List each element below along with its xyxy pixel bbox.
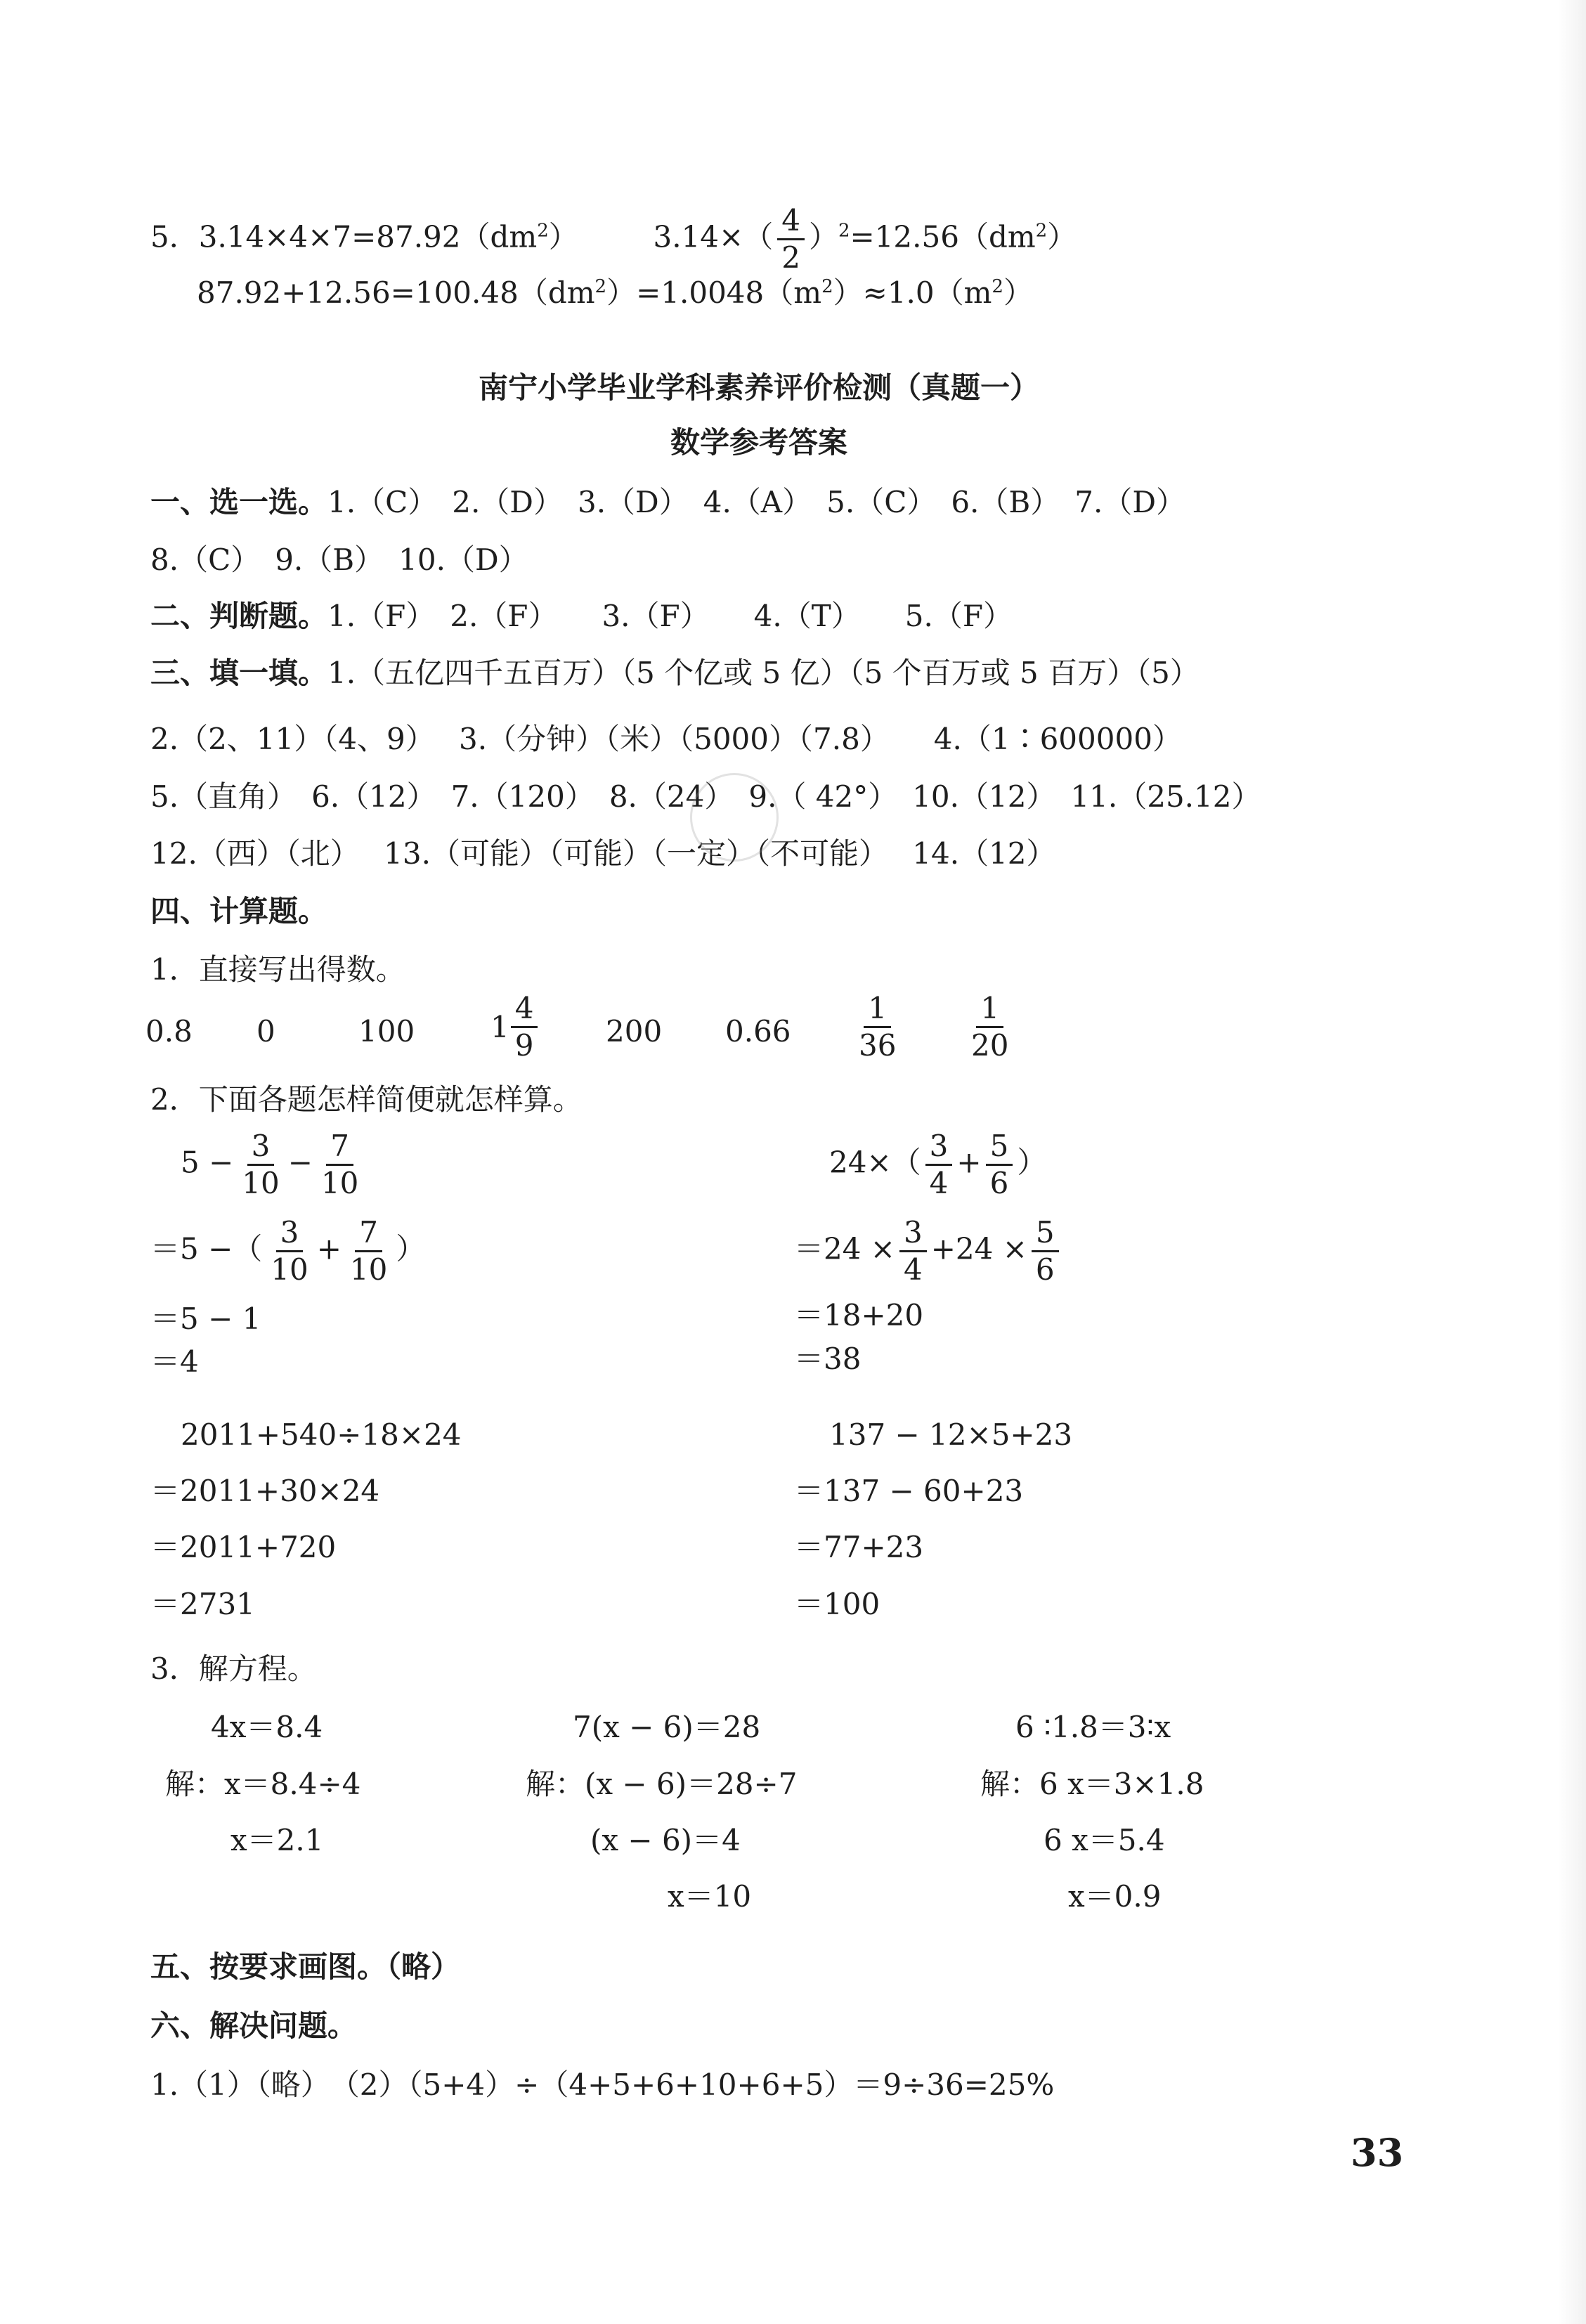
prev-q5-line2: $87.92+12.56=100.48(dm^2)=1.0048(m^2)\approx 1.0(m^2)$ — [197, 275, 1033, 310]
eq2-line3: (x − 6)＝4 — [590, 1823, 741, 1857]
calc-right1-line2: ＝24 × $\frac{3}{4}$ +24 × $\frac{5}{6}$ — [794, 1218, 1063, 1285]
answer-0: 0 — [256, 1014, 275, 1049]
calc-left2-line3: ＝2011+720 — [150, 1530, 337, 1564]
answer-mixed-1-4-9: 1 $\frac{4}{9}$ — [490, 994, 542, 1060]
answer-1-20: $\frac{1}{20}$ — [971, 991, 1009, 1063]
subquestion-title: 3．解方程。 — [150, 1651, 317, 1686]
section-heading: 一、选一选。 — [150, 485, 328, 519]
subquestion-title: 1．直接写出得数。 — [150, 952, 405, 987]
watermark-stamp — [690, 773, 779, 862]
calc-right2-line3: ＝77+23 — [794, 1530, 924, 1564]
section-judge-line1: 二、判断题。1.（F） 2.（F） 3.（F） 4.（T） 5.（F） — [150, 599, 1013, 633]
section-heading: 五、按要求画图。（略） — [150, 1949, 461, 1984]
answer-0-8: 0.8 — [145, 1014, 193, 1049]
eq1-line2: 解：x＝8.4÷4 — [165, 1767, 361, 1801]
calc-right1-line1: 24×（ $\frac{3}{4}$ + $\frac{5}{6}$ ） — [829, 1129, 1047, 1200]
calc-left1-line1: 5 − $\frac{3}{10}$ − $\frac{7}{10}$ — [181, 1129, 359, 1200]
section-fill-line1: 三、填一填。1.（五亿四千五百万）（5 个亿或 5 亿）（5 个百万或 5 百万）（5） — [150, 656, 1200, 690]
eq3-line1: 6 ∶1.8＝3∶x — [1015, 1710, 1171, 1744]
calc-right1-line3: ＝18+20 — [794, 1298, 924, 1332]
section-choice-line2: 8.（C） 9.（B） 10.（D） — [150, 543, 528, 577]
section-choice-line1: 一、选一选。1.（C） 2.（D） 3.（D） 4.（A） 5.（C） 6.（B） 7.（D） — [150, 485, 1186, 519]
eq1-line3: x＝2.1 — [230, 1823, 324, 1857]
calc-left2-line2: ＝2011+30×24 — [150, 1474, 380, 1508]
page-number: 33 — [1351, 2130, 1404, 2175]
eq2-line1: 7(x − 6)＝28 — [573, 1710, 761, 1744]
section-fill-line3: 5.（直角） 6.（12） 7.（120） 8.（24） 9.（ 42°） 10.（12） 11.（25.12） — [150, 779, 1261, 814]
prev-q5-line1: 5．$3.14\times 4\times 7=87.92(dm^2)$ 3.14×（ $\frac{4}{2}$ ）$^2=12.56(dm^2)$ — [150, 203, 1077, 275]
answer-0-66: 0.66 — [725, 1014, 791, 1049]
section-heading: 四、计算题。 — [150, 894, 328, 928]
page-subtitle: 数学参考答案 — [670, 425, 847, 460]
subquestion-title: 2．下面各题怎样简便就怎样算。 — [150, 1082, 583, 1117]
section-fill-line2: 2.（2、11）（4、9） 3.（分钟）（米）（5000）（7.8） 4.（1∶600000） — [150, 722, 1182, 756]
answer-1-36: $\frac{1}{36}$ — [859, 991, 897, 1063]
calc-left2-line1: 2011+540÷18×24 — [181, 1417, 462, 1452]
eq2-line4: x＝10 — [668, 1879, 752, 1914]
calc-left1-line3: ＝5 − 1 — [150, 1301, 261, 1336]
calc-left1-line2: ＝5 −（ $\frac{3}{10}$ + $\frac{7}{10}$ ） — [150, 1215, 426, 1287]
eq2-line2: 解：(x − 6)＝28÷7 — [526, 1767, 798, 1801]
calc-right1-line4: ＝38 — [794, 1342, 862, 1376]
eq3-line3: 6 x＝5.4 — [1044, 1823, 1165, 1857]
section-heading: 三、填一填。 — [150, 656, 328, 690]
eq1-line1: 4x＝8.4 — [211, 1710, 323, 1744]
calc-left2-line4: ＝2731 — [150, 1587, 255, 1621]
calc-left1-line4: ＝4 — [150, 1344, 199, 1379]
page-edge-shadow — [1558, 0, 1586, 2324]
eq3-line4: x＝0.9 — [1068, 1879, 1162, 1914]
page-title: 南宁小学毕业学科素养评价检测（真题一） — [478, 370, 1039, 405]
calc-right2-line4: ＝100 — [794, 1587, 880, 1621]
fraction-4-over-2: $\frac{4}{2}$ — [777, 206, 805, 273]
answer-100: 100 — [358, 1014, 415, 1049]
solve-problem-line1: 1.（1）（略） （2）（5+4）÷（4+5+6+10+6+5）＝9÷36=25% — [150, 2067, 1055, 2102]
section-heading: 二、判断题。 — [150, 599, 328, 633]
answer-200: 200 — [606, 1014, 663, 1049]
eq3-line2: 解：6 x＝3×1.8 — [980, 1767, 1204, 1801]
section-fill-line4: 12.（西）（北） 13.（可能）（可能）（一定）（不可能） 14.（12） — [150, 836, 1056, 871]
calc-right2-line2: ＝137 − 60+23 — [794, 1474, 1024, 1508]
calc-right2-line1: 137 − 12×5+23 — [829, 1417, 1073, 1452]
section-heading: 六、解决问题。 — [150, 2008, 358, 2043]
